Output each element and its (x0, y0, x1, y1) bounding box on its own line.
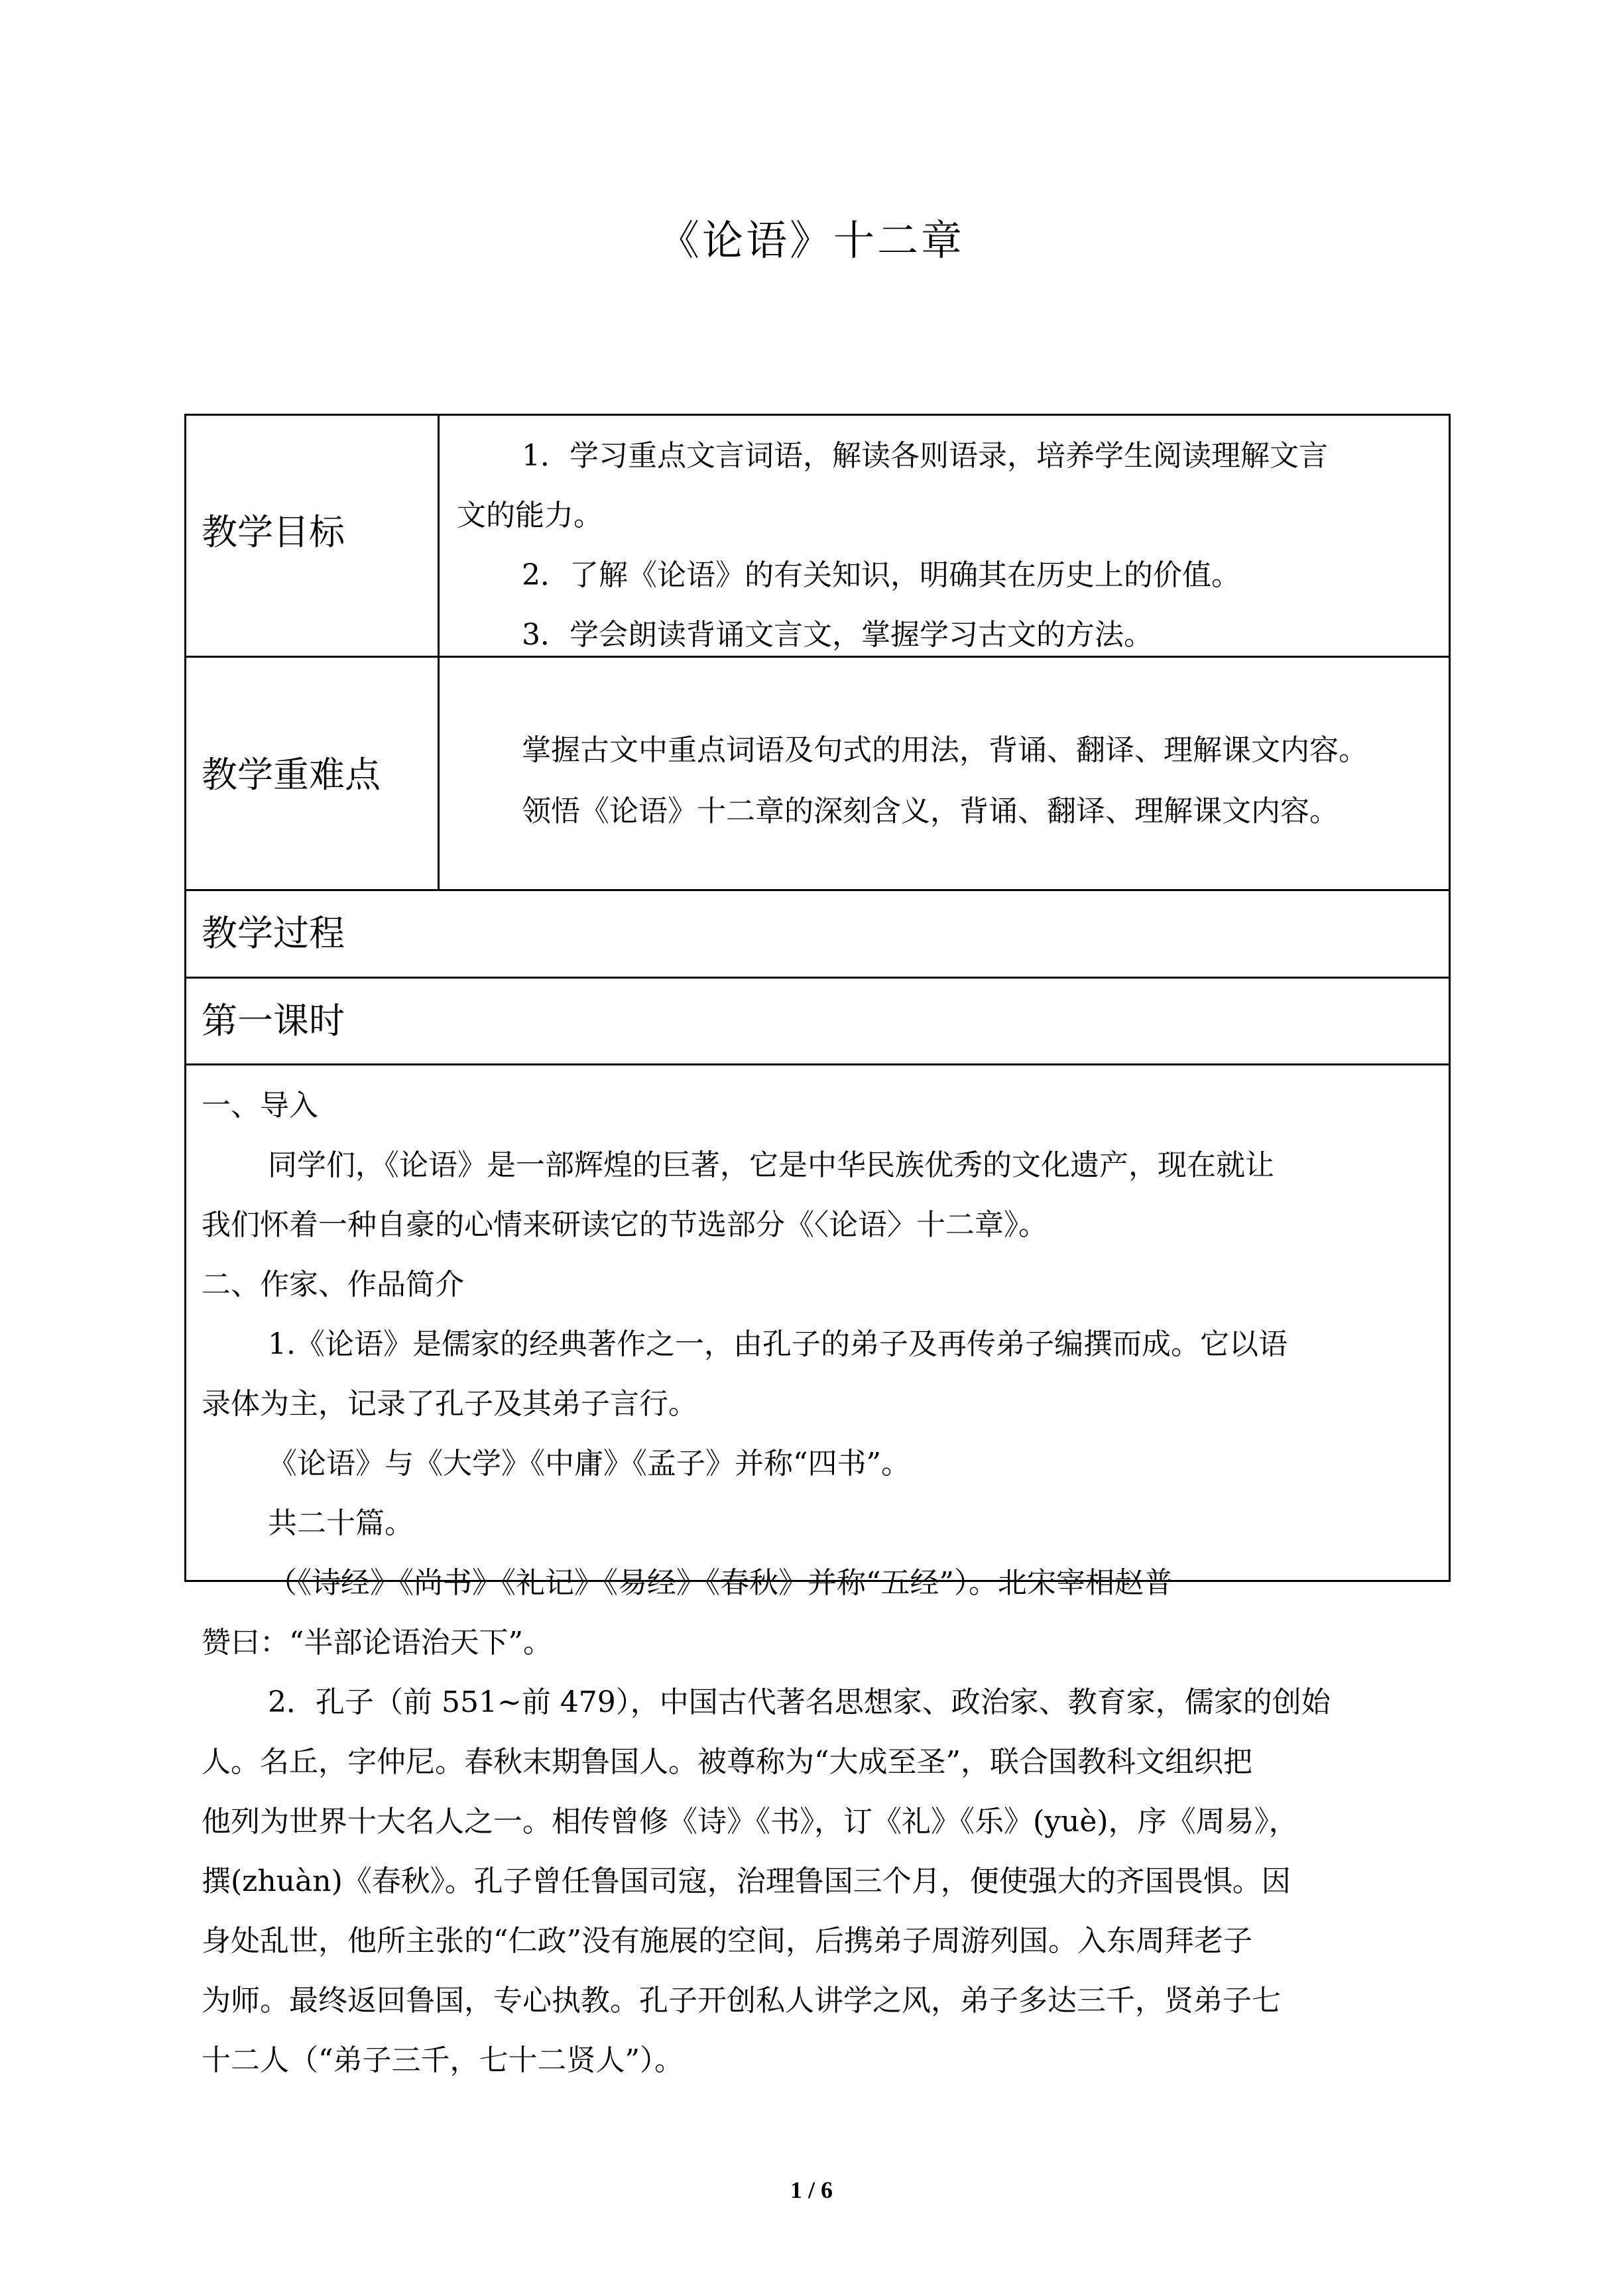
body-line: 为师。最终返回鲁国，专心执教。孔子开创私人讲学之风，弟子多达三千，贤弟子七 (202, 1984, 1281, 2018)
page-number: 1 / 6 (790, 2177, 833, 2203)
row-divider-lesson (184, 1063, 1451, 1065)
body-line: 我们怀着一种自豪的心情来研读它的节选部分《〈论语〉十二章》。 (202, 1208, 1048, 1242)
body-line: 《论语》与《大学》《中庸》《孟子》并称“四书”。 (268, 1447, 910, 1480)
body-line: （《诗经》《尚书》《礼记》《易经》《春秋》并称“五经”）。北宋宰相赵普 (268, 1566, 1173, 1600)
body-line: 人。名丘，字仲尼。春秋末期鲁国人。被尊称为“大成至圣”，联合国教科文组织把 (202, 1745, 1252, 1779)
process-label: 教学过程 (202, 912, 345, 954)
goal-line: 2．了解《论语》的有关知识，明确其在历史上的价值。 (522, 558, 1240, 592)
column-divider (438, 414, 440, 891)
body-line: 十二人（“弟子三千，七十二贤人”）。 (202, 2043, 684, 2077)
body-line: 他列为世界十大名人之一。相传曾修《诗》《书》，订《礼》《乐》(yuè)，序《周易》， (202, 1805, 1298, 1839)
body-line: 2．孔子（前 551~前 479），中国古代著名思想家、政治家、教育家，儒家的创始 (268, 1685, 1331, 1719)
goals-label: 教学目标 (202, 511, 345, 553)
body-line: 录体为主，记录了孔子及其弟子言行。 (202, 1387, 697, 1421)
body-line: 身处乱世，他所主张的“仁政”没有施展的空间，后携弟子周游列国。入东周拜老子 (202, 1924, 1252, 1958)
section-heading: 一、导入 (202, 1089, 318, 1122)
body-line: 共二十篇。 (268, 1506, 414, 1540)
goal-line: 3．学会朗读背诵文言文，掌握学习古文的方法。 (522, 618, 1153, 652)
key-point-line: 掌握古文中重点词语及句式的用法，背诵、翻译、理解课文内容。 (522, 733, 1368, 767)
document-title: 《论语》十二章 (658, 216, 965, 265)
body-line: 同学们，《论语》是一部辉煌的巨著，它是中华民族优秀的文化遗产，现在就让 (268, 1148, 1274, 1182)
lesson-label: 第一课时 (202, 1000, 345, 1042)
body-line: 撰(zhuàn)《春秋》。孔子曾任鲁国司寇，治理鲁国三个月，便使强大的齐国畏惧。因 (202, 1864, 1291, 1898)
section-heading: 二、作家、作品简介 (202, 1268, 464, 1301)
goal-line: 文的能力。 (457, 499, 603, 532)
key-point-line: 领悟《论语》十二章的深刻含义，背诵、翻译、理解课文内容。 (522, 794, 1339, 828)
body-line: 1.《论语》是儒家的经典著作之一，由孔子的弟子及再传弟子编撰而成。它以语 (268, 1327, 1288, 1361)
body-line: 赞曰：“半部论语治天下”。 (202, 1626, 552, 1660)
key-points-label: 教学重难点 (202, 754, 381, 796)
row-divider-keypoints (184, 889, 1451, 891)
goal-line: 1．学习重点文言词语，解读各则语录，培养学生阅读理解文言 (522, 439, 1328, 473)
row-divider-process (184, 977, 1451, 979)
